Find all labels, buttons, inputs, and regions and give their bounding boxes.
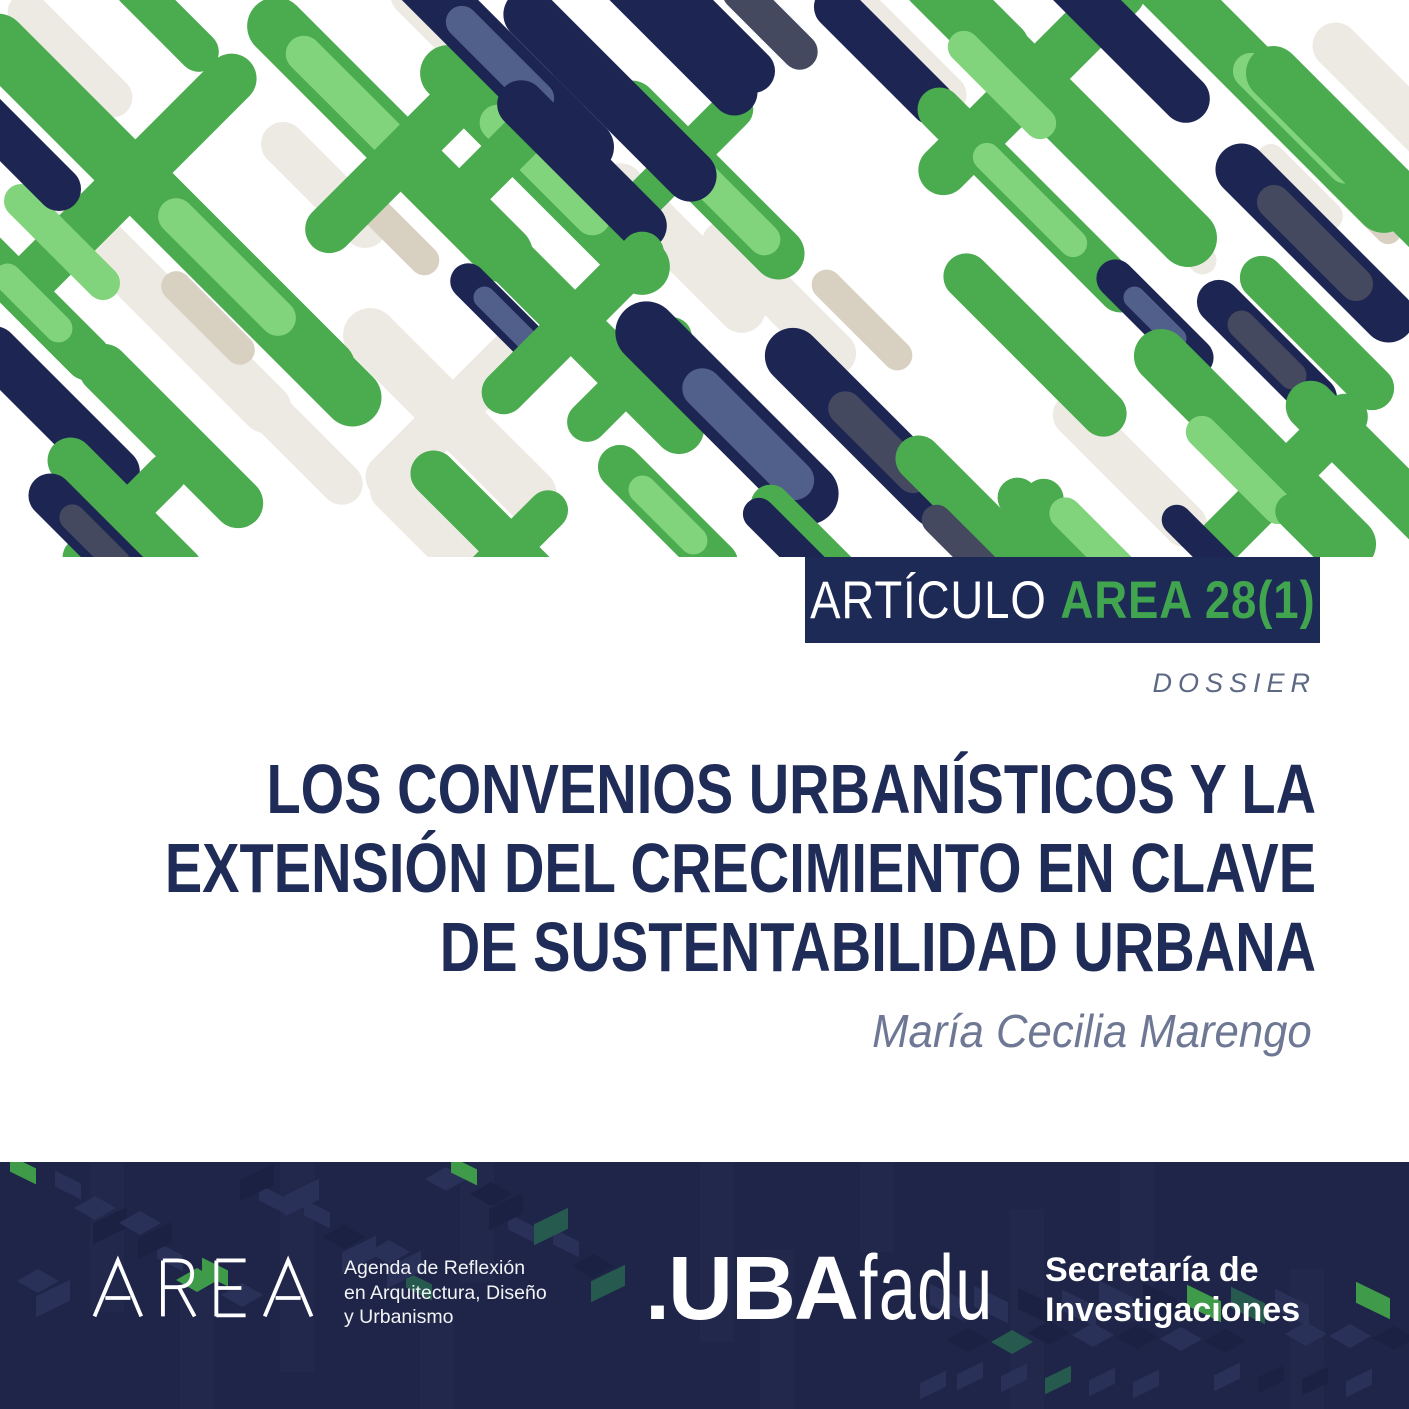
footer-cube-face [10,1162,36,1184]
banner-article-label: ARTÍCULO [809,570,1047,630]
footer-cube-face [1160,1327,1202,1351]
footer-cube-face [1346,1369,1372,1398]
dossier-label: DOSSIER [1152,668,1316,698]
footer-cube-face [1089,1368,1115,1397]
author-name: María Cecilia Marengo [872,1005,1312,1057]
area-letter-r [163,1260,195,1316]
footer-cube-face [1356,1282,1390,1320]
banner-text [809,570,1316,630]
title-line-3: DE SUSTENTABILIDAD URBANA [439,908,1317,986]
secretaria-line-1: Secretaría de [1045,1251,1259,1289]
pattern-capsule-band [0,0,1409,557]
tagline-line-1: Agenda de Reflexión [344,1257,526,1279]
area-letter-e [216,1260,245,1316]
uba-bold-text: .UBA [645,1239,857,1339]
capsule-highlight [623,470,714,557]
tagline-line-3: y Urbanismo [344,1306,454,1328]
banner-issue-label: AREA 28(1) [1060,570,1316,630]
footer-cube-face [1214,1363,1240,1392]
secretaria-label [1045,1250,1300,1330]
area-letter-a2 [265,1260,312,1316]
footer-cube-face [1204,1329,1246,1353]
area-letter-a1 [95,1260,142,1316]
ubafadu-logo [645,1237,1046,1339]
footer-cube-face [1373,1326,1409,1350]
tagline-line-2: en Arquitectura, Diseño [344,1281,547,1304]
article-title [165,750,1316,987]
title-line-1: LOS CONVENIOS URBANÍSTICOS Y LA [266,750,1316,828]
footer-cube-face [957,1362,983,1391]
footer-faint-column [420,1319,454,1409]
fadu-light-text: fadu [859,1237,994,1339]
footer-cube-face [1258,1365,1284,1394]
area-logo [92,1254,314,1322]
secretaria-line-2: Investigaciones [1045,1291,1301,1329]
footer-cube-face [55,1171,81,1200]
footer-cube-face [1133,1370,1159,1399]
footer-cube-face [920,1371,946,1400]
footer-cube-face [1045,1366,1071,1395]
footer [0,1162,1409,1409]
footer-cube-face [1329,1324,1371,1348]
title-line-2: EXTENSIÓN DEL CRECIMIENTO EN CLAVE [164,829,1316,907]
article-banner [805,557,1320,643]
area-tagline [344,1256,547,1330]
